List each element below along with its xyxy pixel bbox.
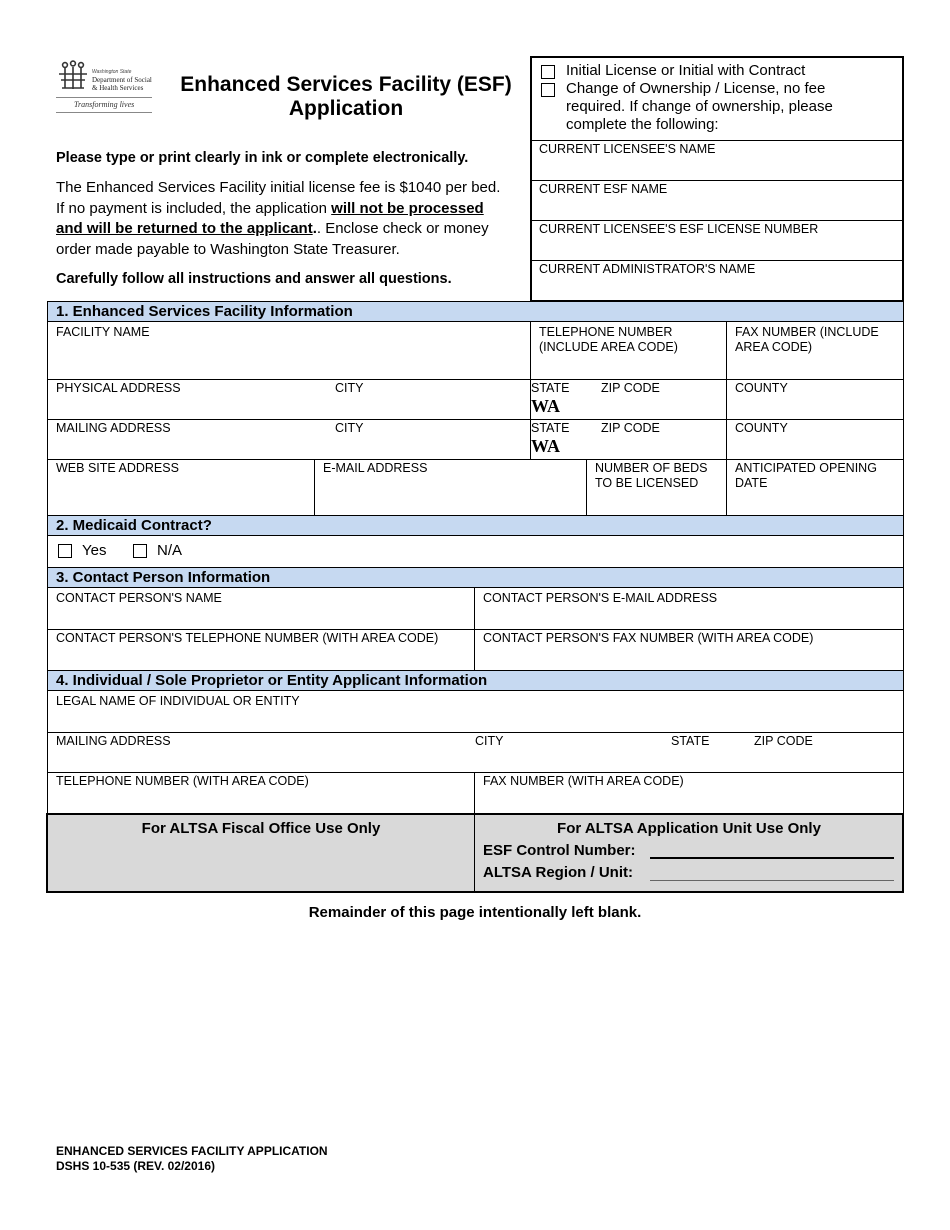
form-title: Enhanced Services Facility (ESF) Application [180, 73, 512, 120]
contact-name-field[interactable]: CONTACT PERSON'S NAME [56, 591, 222, 605]
email-field[interactable]: E-MAIL ADDRESS [323, 461, 428, 475]
dshs-logo-icon [56, 60, 90, 94]
physical-zip-field[interactable]: ZIP CODE [601, 381, 660, 395]
applicant-city-field[interactable]: CITY [475, 734, 504, 748]
medicaid-na-checkbox[interactable] [133, 544, 147, 558]
change-ownership-checkbox[interactable] [541, 83, 555, 97]
facility-name-field[interactable]: FACILITY NAME [56, 325, 150, 339]
change-ownership-label: Change of Ownership / License, no fee required. If change of ownership, please complete the following: [566, 80, 833, 133]
logo-tagline: Transforming lives [74, 100, 135, 109]
blank-page-note: Remainder of this page intentionally left blank. [308, 904, 642, 921]
initial-license-checkbox[interactable] [541, 65, 555, 79]
website-field[interactable]: WEB SITE ADDRESS [56, 461, 179, 475]
mailing-zip-field[interactable]: ZIP CODE [601, 421, 660, 435]
applicant-phone-field[interactable]: TELEPHONE NUMBER (WITH AREA CODE) [56, 774, 309, 788]
initial-license-label: Initial License or Initial with Contract [566, 62, 806, 79]
fiscal-office-heading: For ALTSA Fiscal Office Use Only [141, 820, 381, 837]
control-number-label: ESF Control Number: [483, 842, 636, 859]
contact-email-field[interactable]: CONTACT PERSON'S E-MAIL ADDRESS [483, 591, 718, 605]
section3-header: 3. Contact Person Information [48, 567, 903, 588]
instruction-follow: Carefully follow all instructions and answer all questions. [56, 271, 452, 287]
footer-form-number: DSHS 10-535 (REV. 02/2016) [56, 1159, 215, 1173]
telephone-field[interactable]: TELEPHONE NUMBER (INCLUDE AREA CODE) [539, 325, 678, 354]
application-unit-heading: For ALTSA Application Unit Use Only [557, 820, 821, 837]
medicaid-na-label: N/A [157, 542, 183, 559]
mailing-city-field[interactable]: CITY [335, 421, 364, 435]
applicant-state-field[interactable]: STATE [671, 734, 710, 748]
footer-form-title: ENHANCED SERVICES FACILITY APPLICATION [56, 1144, 328, 1158]
physical-county-field[interactable]: COUNTY [735, 381, 788, 395]
physical-state-value: WA [531, 396, 561, 416]
logo-dept-line2: & Health Services [92, 84, 144, 92]
applicant-zip-field[interactable]: ZIP CODE [754, 734, 813, 748]
instruction-print: Please type or print clearly in ink or complete electronically. [56, 150, 469, 166]
physical-state-label: STATE [531, 381, 570, 395]
control-number-line[interactable] [650, 857, 894, 859]
current-license-number-field[interactable]: CURRENT LICENSEE'S ESF LICENSE NUMBER [539, 222, 819, 236]
legal-name-field[interactable]: LEGAL NAME OF INDIVIDUAL OR ENTITY [56, 694, 300, 708]
physical-address-field[interactable]: PHYSICAL ADDRESS [56, 381, 181, 395]
region-unit-label: ALTSA Region / Unit: [483, 864, 633, 881]
dshs-logo [56, 60, 152, 116]
medicaid-yes-label: Yes [82, 542, 107, 559]
fax-field[interactable]: FAX NUMBER (INCLUDE AREA CODE) [735, 325, 879, 354]
beds-field[interactable]: NUMBER OF BEDS TO BE LICENSED [595, 461, 708, 490]
mailing-county-field[interactable]: COUNTY [735, 421, 788, 435]
medicaid-yes-checkbox[interactable] [58, 544, 72, 558]
current-esf-name-field[interactable]: CURRENT ESF NAME [539, 182, 668, 196]
contact-fax-field[interactable]: CONTACT PERSON'S FAX NUMBER (WITH AREA CODE) [483, 631, 814, 645]
mailing-state-value: WA [531, 436, 561, 456]
mailing-address-field[interactable]: MAILING ADDRESS [56, 421, 171, 435]
current-licensee-name-field[interactable]: CURRENT LICENSEE'S NAME [539, 142, 716, 156]
physical-city-field[interactable]: CITY [335, 381, 364, 395]
applicant-mailing-address-field[interactable]: MAILING ADDRESS [56, 734, 171, 748]
section2-header: 2. Medicaid Contract? [48, 515, 903, 536]
section1-header: 1. Enhanced Services Facility Information [48, 301, 903, 322]
opening-date-field[interactable]: ANTICIPATED OPENING DATE [735, 461, 877, 490]
section4-header: 4. Individual / Sole Proprietor or Entity Applicant Information [48, 670, 903, 691]
region-unit-line[interactable] [650, 880, 894, 881]
mailing-state-label: STATE [531, 421, 570, 435]
logo-dept-line1: Department of Social [92, 76, 152, 84]
logo-state: Washington State [92, 69, 132, 75]
applicant-fax-field[interactable]: FAX NUMBER (WITH AREA CODE) [483, 774, 684, 788]
current-administrator-field[interactable]: CURRENT ADMINISTRATOR'S NAME [539, 262, 756, 276]
fee-paragraph: The Enhanced Services Facility initial license fee is $1040 per bed. If no payment is included, the application will not be processed and will be returned to the applicant.. Enclose check or money order made payable to Washington State Treasurer. [56, 179, 501, 258]
contact-phone-field[interactable]: CONTACT PERSON'S TELEPHONE NUMBER (WITH AREA CODE) [56, 631, 439, 645]
